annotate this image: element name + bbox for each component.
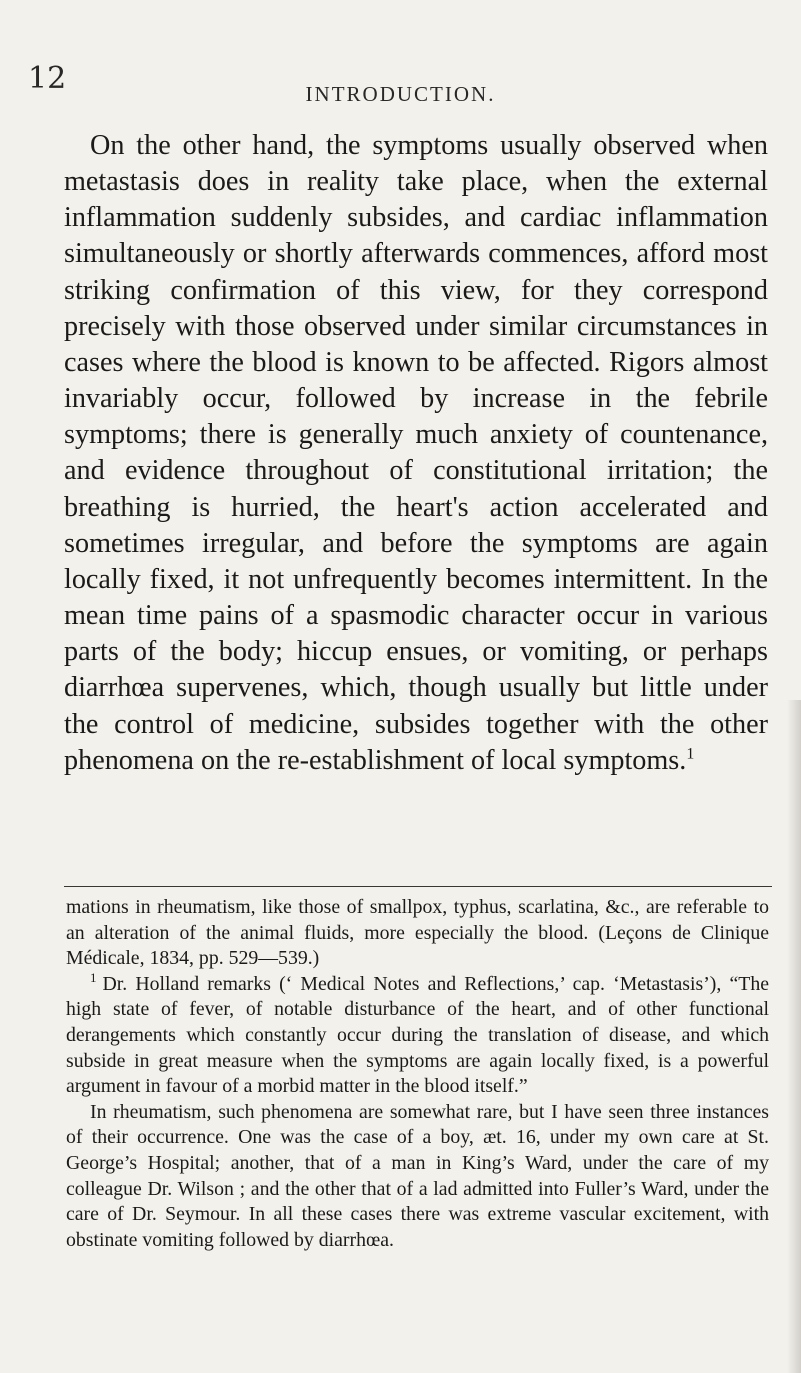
footnote-1-number: 1 xyxy=(90,970,97,986)
running-head: INTRODUCTION. xyxy=(305,82,496,106)
footnote-1-text: Dr. Holland remarks (‘ Medical Notes and Reflections,’ cap. ‘Metastasis’), “The high state of fever, of notable disturbance of the heart, and of other functional derangements which constantly occur during the translation of disease, and which subside in great measure when the symptoms are again locally fixed, is a powerful argument in favour of a morbid matter in the blood itself.” xyxy=(66,972,769,1098)
footnotes xyxy=(66,895,769,1253)
footnote-reference: 1 xyxy=(686,745,695,763)
body-paragraph-text: On the other hand, the symptoms usually observed when metastasis does in reality take place, when the external inflammation suddenly subsides, and cardiac inflammation simultaneously or shortly afterwards commences, afford most striking confirmation of this view, for they correspond precisely with those observed under similar circumstances in cases where the blood is known to be affected. Rigors almost invariably occur, followed by increase in the febrile symptoms; there is generally much anxiety of countenance, and evidence throughout of constitutional irritation; the breathing is hurried, the heart's action accelerated and sometimes irregular, and before the symptoms are again locally fixed, it not unfrequently becomes intermittent. In the mean time pains of a spasmodic character occur in various parts of the body; hiccup ensues, or vomiting, or perhaps diarrhœa supervenes, which, though usually but little under the control of medicine, subsides together with the other phenomena on the re-establishment of local symptoms. xyxy=(64,130,768,776)
body-paragraph xyxy=(64,128,768,779)
footnote-1-continuation: In rheumatism, such phenomena are somewhat rare, but I have seen three instances of their occurrence. One was the case of a boy, æt. 16, under my own care at St. George’s Hospital; another, that of a man in King’s Ward, under the care of my colleague Dr. Wilson ; and the other that of a lad admitted into Fuller’s Ward, under the care of Dr. Seymour. In all these cases there was extreme vascular excitement, with obstinate vomiting followed by diarrhœa. xyxy=(66,1100,769,1251)
page-edge-shadow xyxy=(787,700,801,1373)
footnote-1 xyxy=(66,972,769,1100)
main-text xyxy=(64,128,768,779)
page-number: 12 xyxy=(28,61,67,96)
footnote-divider xyxy=(64,886,772,887)
footnote-continuation: mations in rheumatism, like those of smallpox, typhus, scarlatina, &c., are referable to an alteration of the animal fluids, more especially the blood. (Leçons de Clinique Médicale, 1834, pp. 529—539.) xyxy=(66,896,769,970)
